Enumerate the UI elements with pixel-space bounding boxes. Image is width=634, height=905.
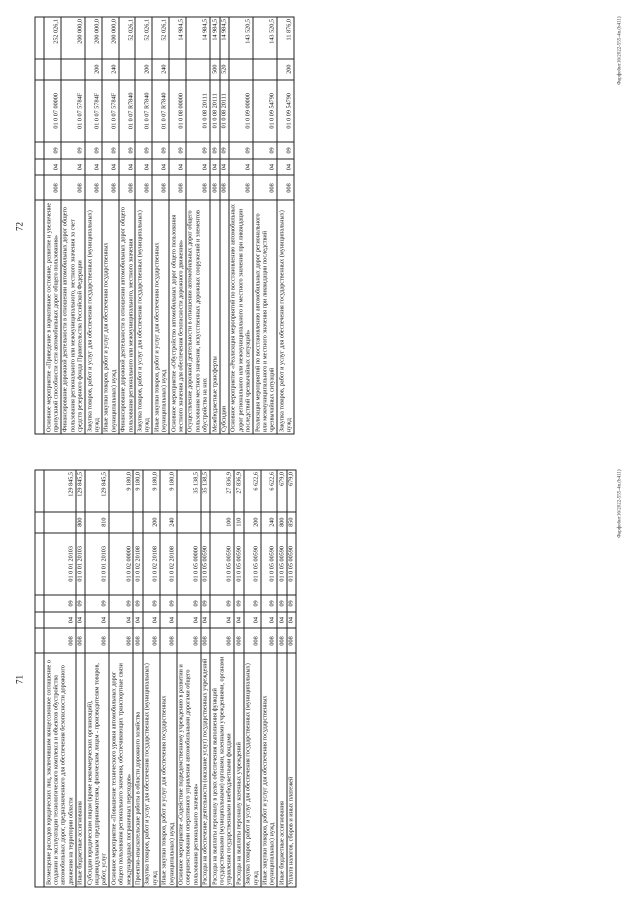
table-header-row [35,17,44,434]
document-code: Фарфо6нт16/2022-555-4n.(b411) [617,16,622,85]
section-code-cell: 04 [169,158,186,175]
section-code-cell: 04 [219,158,228,175]
budget-table [34,469,296,887]
amount-cell: 252 026,1 [44,17,61,59]
header-cell [35,58,44,79]
header-cell [35,17,44,59]
amount-cell: 129 845,5 [75,470,84,512]
row-name-cell: Иные бюджетные ассигнования [75,653,84,887]
target-article-cell: 01 0 05 00590 [286,532,295,595]
table-row [44,17,61,434]
target-article-cell: 01 0 09 54790 [277,79,294,142]
header-cell [35,595,44,612]
amount-cell: 9 180,0 [109,470,133,512]
target-article-cell: 01 0 07 R7840 [152,79,169,142]
row-name-cell: Расходы на выплаты персоналу казенных учреждений [234,653,243,887]
amount-cell: 52 026,1 [118,17,135,59]
subsection-code-cell: 09 [210,142,219,159]
expense-type-cell: 520 [219,58,228,79]
section-code-cell: 04 [75,611,84,628]
expense-type-cell: 240 [260,511,277,532]
subsection-code-cell: 09 [152,142,169,159]
admin-code-cell: 008 [133,628,142,653]
subsection-code-cell: 09 [135,142,152,159]
section-code-cell: 04 [185,158,209,175]
target-article-cell: 01 0 05 00590 [260,532,277,595]
section-code-cell: 04 [228,158,252,175]
amount-cell: 9 180,0 [142,470,159,512]
expense-type-cell [60,58,84,79]
expense-type-cell [44,58,61,79]
admin-code-cell: 008 [75,628,84,653]
amount-cell: 6 622,6 [260,470,277,512]
table-row [75,470,84,887]
admin-code-cell: 008 [234,628,243,653]
section-code-cell: 04 [44,158,61,175]
admin-code-cell: 008 [219,175,228,200]
subsection-code-cell: 09 [228,142,252,159]
admin-code-cell: 008 [118,175,135,200]
header-cell [35,79,44,142]
table-row [176,470,200,887]
header-cell [35,200,44,434]
expense-type-cell [44,511,76,532]
admin-code-cell: 008 [286,628,295,653]
subsection-code-cell: 09 [176,595,200,612]
row-name-cell: Реализация мероприятий по восстановлению автомобильных дорог регионального или межмуниципального и местного значения при ликвидации последствий чрезвычайных ситуаций [253,200,277,434]
expense-type-cell: 240 [159,511,176,532]
row-name-cell: Осуществление дорожной деятельности в отношении автомобильных дорог общего пользования местного значения, искусственных дорожных сооружений и элементов обустройства на них [185,200,209,434]
target-article-cell: 01 0 09 54790 [253,79,277,142]
amount-cell: 143 520,5 [253,17,277,59]
admin-code-cell: 008 [109,628,133,653]
row-name-cell: Иные закупки товаров, работ и услуг для обеспечения государственных (муниципальных) нужд [101,200,118,434]
table-row [135,17,152,434]
table-row [118,17,135,434]
table-row [152,17,169,434]
row-name-cell: Закупка товаров, работ и услуг для обеспечения государственных (муниципальных) нужд [85,200,102,434]
table-row [133,470,142,887]
subsection-code-cell: 09 [75,595,84,612]
amount-cell: 27 836,9 [234,470,243,512]
table-row [260,470,277,887]
table-row [109,470,133,887]
table-row [277,17,294,434]
row-name-cell: Основное мероприятие «Реализация мероприятий по восстановлению автомобильных дорог регионального или межмуниципального и местного значения при ликвидации последствий чрезвычайных ситуаций» [228,200,252,434]
row-name-cell: Основное мероприятие «Повышение технического уровня автомобильных дорог общего пользования регионального значения, обеспечивающих транспортные связи международных пограничных переходов» [109,653,133,887]
amount-cell: 129 845,5 [44,470,76,512]
table-header-row [35,470,44,887]
amount-cell: 11 876,0 [277,17,294,59]
table-row [253,17,277,434]
target-article-cell: 01 0 05 00590 [210,532,234,595]
row-name-cell: Межбюджетные трансферты [210,200,219,434]
table-row [185,17,209,434]
section-code-cell: 04 [101,158,118,175]
expense-type-cell: 200 [142,511,159,532]
header-cell [35,470,44,512]
expense-type-cell: 800 [75,511,84,532]
amount-cell: 14 984,5 [210,17,219,59]
amount-cell: 6 622,6 [243,470,260,512]
amount-cell: 200 000,0 [101,17,118,59]
table-row [142,470,159,887]
expense-type-cell [200,511,209,532]
header-cell [35,611,44,628]
admin-code-cell: 008 [210,628,234,653]
page-number: 71 [14,674,24,684]
section-code-cell: 04 [85,611,109,628]
admin-code-cell: 008 [101,175,118,200]
expense-type-cell: 100 [210,511,234,532]
target-article-cell: 01 0 07 5784F [101,79,118,142]
subsection-code-cell: 09 [159,595,176,612]
budget-table [34,16,294,434]
target-article-cell: 01 0 02 20108 [133,532,142,595]
subsection-code-cell: 09 [219,142,228,159]
subsection-code-cell: 09 [169,142,186,159]
target-article-cell: 01 0 01 20103 [44,532,76,595]
expense-type-cell: 200 [243,511,260,532]
subsection-code-cell: 09 [185,142,209,159]
table-row [243,470,260,887]
subsection-code-cell: 09 [85,595,109,612]
subsection-code-cell: 09 [142,595,159,612]
expense-type-cell [169,58,186,79]
section-code-cell: 04 [260,611,277,628]
row-name-cell: Иные закупки товаров, работ и услуг для обеспечения государственных (муниципальных) нужд [260,653,277,887]
admin-code-cell: 008 [152,175,169,200]
row-name-cell: Основное мероприятие «Обустройство автомобильных дорог общего пользования местного значения для обеспечения безопасности дорожного движения» [169,200,186,434]
row-name-cell: Проектно-изыскательские работы в области дорожного хозяйства [133,653,142,887]
admin-code-cell: 008 [176,628,200,653]
row-name-cell: Расходы на обеспечение деятельности (оказание услуг) государственных учреждений [200,653,209,887]
table-body [35,470,296,887]
target-article-cell: 01 0 05 00000 [176,532,200,595]
amount-cell: 35 138,5 [176,470,200,512]
target-article-cell: 01 0 07 5784F [85,79,102,142]
amount-cell: 52 026,1 [152,17,169,59]
header-cell [35,532,44,595]
admin-code-cell: 008 [85,628,109,653]
amount-cell: 143 520,5 [228,17,252,59]
table-row [85,17,102,434]
section-code-cell: 04 [210,158,219,175]
amount-cell: 35 138,5 [200,470,209,512]
target-article-cell: 01 0 09 00000 [228,79,252,142]
section-code-cell: 04 [243,611,260,628]
expense-type-cell: 810 [85,511,109,532]
amount-cell: 27 836,9 [210,470,234,512]
row-name-cell: Иные закупки товаров, работ и услуг для обеспечения государственных (муниципальных) нужд [152,200,169,434]
section-code-cell: 04 [118,158,135,175]
expense-type-cell [118,58,135,79]
admin-code-cell: 008 [159,628,176,653]
section-code-cell: 04 [234,611,243,628]
section-code-cell: 04 [176,611,200,628]
row-name-cell: Основное мероприятие «Содействие подведомственному учреждению в развитии и совершенствовании оперативного управления автомобильными дорогами общего пользования регионального значения» [176,653,200,887]
target-article-cell: 01 0 08 20111 [210,79,219,142]
subsection-code-cell: 09 [109,595,133,612]
table-row [101,17,118,434]
table-row [200,470,209,887]
section-code-cell: 04 [286,611,295,628]
subsection-code-cell: 09 [101,142,118,159]
header-cell [35,653,44,887]
table-row [234,470,243,887]
subsection-code-cell: 09 [133,595,142,612]
expense-type-cell [228,58,252,79]
row-name-cell: Иные бюджетные ассигнования [277,653,286,887]
subsection-code-cell: 09 [210,595,234,612]
header-cell [35,142,44,159]
table-row [85,470,109,887]
section-code-cell: 04 [142,611,159,628]
header-cell [35,158,44,175]
table-row [210,470,234,887]
amount-cell: 200 000,0 [85,17,102,59]
section-code-cell: 04 [210,611,234,628]
target-article-cell: 01 0 07 R7840 [135,79,152,142]
expense-type-cell: 240 [152,58,169,79]
section-code-cell: 04 [152,158,169,175]
target-article-cell: 01 0 05 00590 [243,532,260,595]
subsection-code-cell: 09 [200,595,209,612]
amount-cell: 200 000,0 [60,17,84,59]
section-code-cell: 04 [200,611,209,628]
page-72 [0,0,634,452]
row-name-cell: Основное мероприятие «Приведение в нормативное состояние, развитие и увеличение пропускной способности сети автомобильных дорог общего пользования» [44,200,61,434]
admin-code-cell: 008 [260,628,277,653]
section-code-cell: 04 [85,158,102,175]
document-code: Фарфо6нт16/2022-555-4n.(b411) [617,469,622,538]
row-name-cell: Закупка товаров, работ и услуг для обеспечения государственных (муниципальных) нужд [277,200,294,434]
admin-code-cell: 008 [185,175,209,200]
amount-cell: 129 845,5 [85,470,109,512]
section-code-cell: 04 [135,158,152,175]
table-row [60,17,84,434]
row-name-cell: Субсидии [219,200,228,434]
table-row [228,17,252,434]
page-71 [0,453,634,905]
row-name-cell: Финансирование дорожной деятельности в отношении автомобильных дорог общего пользования регионального или межмуниципального, местного значения [118,200,135,434]
expense-type-cell [176,511,200,532]
amount-cell: 9 180,0 [159,470,176,512]
row-name-cell: Иные закупки товаров, работ и услуг для обеспечения государственных (муниципальных) нужд [159,653,176,887]
section-code-cell: 04 [133,611,142,628]
amount-cell: 52 026,1 [135,17,152,59]
subsection-code-cell: 09 [118,142,135,159]
admin-code-cell: 008 [44,628,76,653]
table-row [277,470,286,887]
subsection-code-cell: 09 [277,142,294,159]
row-name-cell: Уплата налогов, сборов и иных платежей [286,653,295,887]
subsection-code-cell: 09 [260,595,277,612]
expense-type-cell [253,58,277,79]
row-name-cell: Расходы на выплаты персоналу в целях обеспечения выполнения функций государственными (муниципальными) органами, казенными учреждениями, органами управления государственными внебюджетными фондами [210,653,234,887]
admin-code-cell: 008 [243,628,260,653]
row-name-cell: Финансирование дорожной деятельности в отношении автомобильных дорог общего пользования регионального или межмуниципального, местного значения за счет средств резервного фонда Правительства Российской Федерации [60,200,84,434]
admin-code-cell: 008 [85,175,102,200]
admin-code-cell: 008 [228,175,252,200]
subsection-code-cell: 09 [44,142,61,159]
section-code-cell: 04 [277,611,286,628]
target-article-cell: 01 0 02 20108 [142,532,159,595]
expense-type-cell: 500 [210,58,219,79]
section-code-cell: 04 [60,158,84,175]
expense-type-cell [185,58,209,79]
expense-type-cell: 200 [135,58,152,79]
section-code-cell: 04 [109,611,133,628]
row-name-cell: Закупка товаров, работ и услуг для обеспечения государственных (муниципальных) нужд [243,653,260,887]
admin-code-cell: 008 [60,175,84,200]
section-code-cell: 04 [44,611,76,628]
subsection-code-cell: 09 [85,142,102,159]
row-name-cell: Закупка товаров, работ и услуг для обеспечения государственных (муниципальных) нужд [135,200,152,434]
target-article-cell: 01 0 02 20108 [159,532,176,595]
row-name-cell: Возмещение расходов юридических лиц, заключившим концессионное соглашение о создании и эксплуатации технологического комплекса и объектов обустройства автомобильных дорог, предназначенного для обеспечения безопасности дорожного движения на территории области [44,653,76,887]
admin-code-cell: 008 [253,175,277,200]
admin-code-cell: 008 [44,175,61,200]
table-row [219,17,228,434]
target-article-cell: 01 0 07 5784F [60,79,84,142]
subsection-code-cell: 09 [286,595,295,612]
target-article-cell: 01 0 05 00590 [234,532,243,595]
table-row [169,17,186,434]
table-row [44,470,76,887]
target-article-cell: 01 0 07 R7840 [118,79,135,142]
admin-code-cell: 008 [277,175,294,200]
target-article-cell: 01 0 05 00590 [200,532,209,595]
expense-type-cell: 110 [234,511,243,532]
subsection-code-cell: 09 [234,595,243,612]
target-article-cell: 01 0 01 20103 [75,532,84,595]
row-name-cell: Субсидии юридическим лицам (кроме некоммерческих организаций), индивидуальным предпринимателям, физическим лицам - производителям товаров, работ, услуг [85,653,109,887]
target-article-cell: 01 0 02 00000 [109,532,133,595]
target-article-cell: 01 0 05 00590 [277,532,286,595]
subsection-code-cell: 09 [243,595,260,612]
admin-code-cell: 008 [169,175,186,200]
table-row [286,470,295,887]
target-article-cell: 01 0 01 20103 [85,532,109,595]
admin-code-cell: 008 [277,628,286,653]
row-name-cell: Закупка товаров, работ и услуг для обеспечения государственных (муниципальных) нужд [142,653,159,887]
subsection-code-cell: 09 [253,142,277,159]
admin-code-cell: 008 [142,628,159,653]
section-code-cell: 04 [277,158,294,175]
target-article-cell: 01 0 07 00000 [44,79,61,142]
page-number: 72 [14,221,24,231]
expense-type-cell [133,511,142,532]
subsection-code-cell: 09 [277,595,286,612]
admin-code-cell: 008 [135,175,152,200]
section-code-cell: 04 [253,158,277,175]
expense-type-cell: 850 [286,511,295,532]
table-row [210,17,219,434]
amount-cell: 9 180,0 [133,470,142,512]
expense-type-cell [109,511,133,532]
amount-cell: 679,0 [277,470,286,512]
table-row [159,470,176,887]
section-code-cell: 04 [159,611,176,628]
header-cell [35,511,44,532]
header-cell [35,628,44,653]
header-cell [35,175,44,200]
amount-cell: 14 984,5 [219,17,228,59]
admin-code-cell: 008 [210,175,219,200]
target-article-cell: 01 0 08 00000 [169,79,186,142]
amount-cell: 14 984,5 [169,17,186,59]
subsection-code-cell: 09 [44,595,76,612]
target-article-cell: 01 0 08 20111 [185,79,209,142]
expense-type-cell: 240 [101,58,118,79]
admin-code-cell: 008 [200,628,209,653]
amount-cell: 679,0 [286,470,295,512]
subsection-code-cell: 09 [60,142,84,159]
amount-cell: 14 984,5 [185,17,209,59]
target-article-cell: 01 0 08 20111 [219,79,228,142]
expense-type-cell: 200 [85,58,102,79]
expense-type-cell: 800 [277,511,286,532]
expense-type-cell: 200 [277,58,294,79]
table-body [35,17,294,434]
